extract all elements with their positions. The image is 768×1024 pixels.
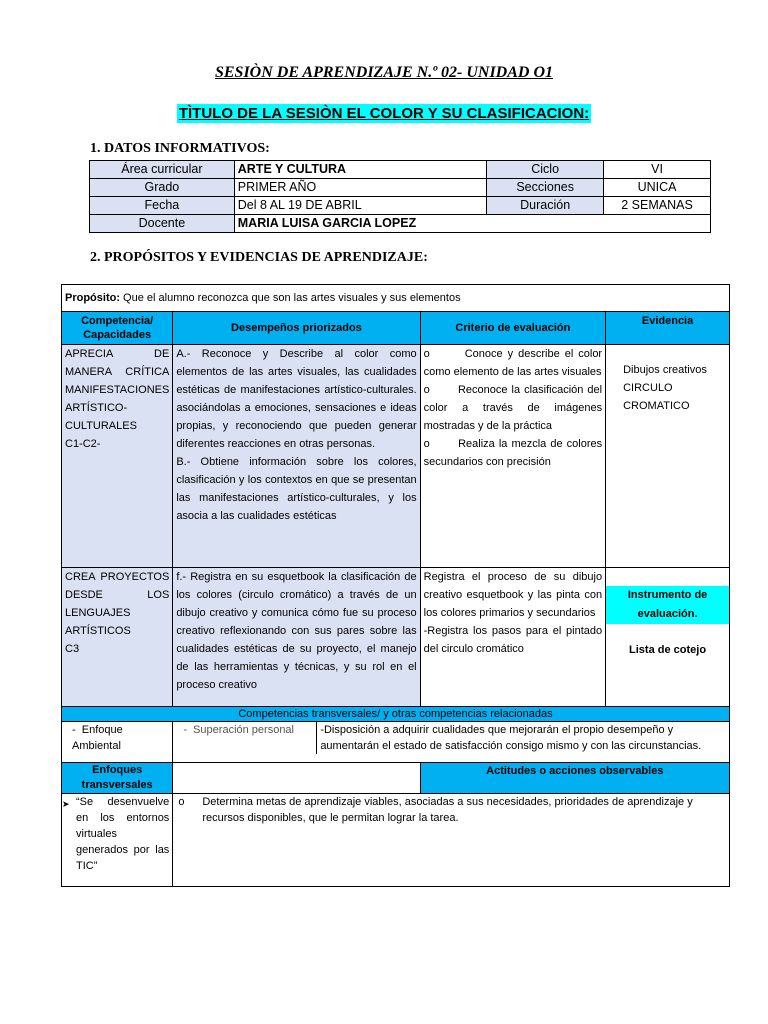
disposicion-text: -Disposición a adquirir cualidades que mejorarán el propio desempeño y aumentarán el estado de satisfacción consigo mismo y con las circunstancias. <box>316 722 729 754</box>
col-competencia-header: Competencia/ Capacidades <box>62 312 173 345</box>
superacion-personal: Superación personal <box>193 724 294 736</box>
row2-criterio-cell <box>420 568 605 707</box>
section-propositos-heading: 2. PROPÓSITOS Y EVIDENCIAS DE APRENDIZAJE: <box>90 250 428 265</box>
enfoques-header: Enfoques transversales <box>62 763 173 794</box>
determina-text: Determina metas de aprendizaje viables, asociadas a sus necesidades, prioridades de aprendizaje y recursos disponibles, que le permitan lograr la tarea. <box>202 796 693 824</box>
table-row <box>62 568 730 707</box>
enfoque-ambiental-cell: - Enfoque Ambiental <box>62 722 173 763</box>
section-datos-heading: 1. DATOS INFORMATIVOS: <box>90 141 270 156</box>
row2-desempeno: f.- Registra en su esquetbook la clasificación de los colores (circulo cromático) a través de un dibujo creativo y comunica cómo fue su proceso creativo reflexionando con sus pares sobre las cualidades estéticas de su proyecto, el manejo de las herramientas y técnicas, y su rol en el proceso creativo <box>173 568 420 707</box>
enfoque-ambiental: Enfoque Ambiental <box>72 724 123 752</box>
table-row <box>62 763 730 794</box>
secciones-value: UNICA <box>604 179 711 197</box>
table-row <box>90 215 711 233</box>
ciclo-value: VI <box>604 161 711 179</box>
row1-code: C1-C2- <box>65 438 101 450</box>
grado-value: PRIMER AÑO <box>234 179 486 197</box>
session-title: SESIÒN DE APRENDIZAJE N.º 02- UNIDAD O1 <box>214 64 554 81</box>
area-label: Área curricular <box>90 161 235 179</box>
area-value: ARTE Y CULTURA <box>234 161 486 179</box>
determina-cell <box>173 794 730 887</box>
row1-competencia: APRECIA DE MANERA CRÍTICA MANIFESTACIONES ARTÍSTICO-CULTURALES <box>65 348 170 432</box>
row2-instrumento-cell <box>606 568 730 707</box>
table-row <box>62 312 730 345</box>
fecha-value: Del 8 AL 19 DE ABRIL <box>234 197 486 215</box>
col-desempenos-header: Desempeños priorizados <box>173 312 420 345</box>
transversales-content-cell <box>173 722 730 763</box>
table-row <box>62 285 730 312</box>
desenvuelve-cell <box>62 794 173 887</box>
row1-criterio-2: o Reconoce la clasificación del color a través de imágenes mostradas y de la práctica <box>423 384 603 432</box>
empty-header-cell <box>173 763 420 794</box>
row1-competencia-cell <box>62 345 173 568</box>
grado-label: Grado <box>90 179 235 197</box>
row1-criterio-3: o Realiza la mezcla de colores secundarios con precisión <box>423 438 603 468</box>
table-row <box>62 794 730 887</box>
row2-criterio-1: Registra el proceso de su dibujo creativo esquetbook y las pinta con los colores primarios y secundarios <box>423 571 603 619</box>
secciones-label: Secciones <box>487 179 604 197</box>
docente-value: MARIA LUISA GARCIA LOPEZ <box>234 215 710 233</box>
table-row <box>62 707 730 722</box>
proposito-text: Que el alumno reconozca que son las artes visuales y sus elementos <box>120 292 461 304</box>
docente-label: Docente <box>90 215 235 233</box>
fecha-label: Fecha <box>90 197 235 215</box>
row1-desempeno-a: A.- Reconoce y Describe al color como elementos de las artes visuales, las cualidades estéticas de manifestaciones artístico-culturales. asociándolas a emociones, sensaciones e ideas propias, y reconociendo que pueden generar diferentes reacciones en otras personas. <box>176 348 417 450</box>
row1-criterio-1: o Conoce y describe el color como elemento de las artes visuales <box>423 348 603 378</box>
transversales-header: Competencias transversales/ y otras competencias relacionadas <box>62 707 730 722</box>
proposito-label: Propósito: <box>65 292 120 304</box>
session-subtitle: TÌTULO DE LA SESIÒN EL COLOR Y SU CLASIFICACION: <box>178 105 590 122</box>
info-table <box>89 160 711 233</box>
row2-competencia: CREA PROYECTOS DESDE LOS LENGUAJES ARTÍSTICOS <box>65 571 170 637</box>
ciclo-label: Ciclo <box>487 161 604 179</box>
row1-desempeno-cell <box>173 345 420 568</box>
instrumento-label: Instrumento de evaluación. <box>606 586 729 624</box>
bullet-icon: o <box>178 796 185 808</box>
row1-desempeno-b: B.- Obtiene información sobre los colores, clasificación y los contextos en que se presentan las manifestaciones artístico-culturales, y los asocia a las cualidades estéticas <box>176 456 417 522</box>
row1-criterio-cell <box>420 345 605 568</box>
superacion-cell: - Superación personal <box>183 724 294 736</box>
lista-cotejo: Lista de cotejo <box>629 644 707 656</box>
table-row <box>90 179 711 197</box>
proposito-cell <box>62 285 730 312</box>
desenvuelve-text: “Se desenvuelve en los entornos virtuales generados por las TIC” <box>76 796 170 872</box>
row1-evidencia: Dibujos creativos CIRCULO CROMATICO <box>606 345 730 568</box>
duracion-label: Duración <box>487 197 604 215</box>
table-row <box>62 345 730 568</box>
table-row <box>90 197 711 215</box>
table-row <box>90 161 711 179</box>
table-row <box>62 722 730 763</box>
propositos-table <box>61 284 730 887</box>
duracion-value: 2 SEMANAS <box>604 197 711 215</box>
arrow-bullet-icon: ➤ <box>62 799 70 809</box>
row2-criterio-2: -Registra los pasos para el pintado del circulo cromático <box>423 625 603 655</box>
row2-competencia-cell <box>62 568 173 707</box>
col-evidencia-header: Evidencia <box>606 312 730 345</box>
actitudes-header: Actitudes o acciones observables <box>420 763 729 794</box>
col-criterio-header: Criterio de evaluación <box>420 312 605 345</box>
row2-code: C3 <box>65 643 80 655</box>
